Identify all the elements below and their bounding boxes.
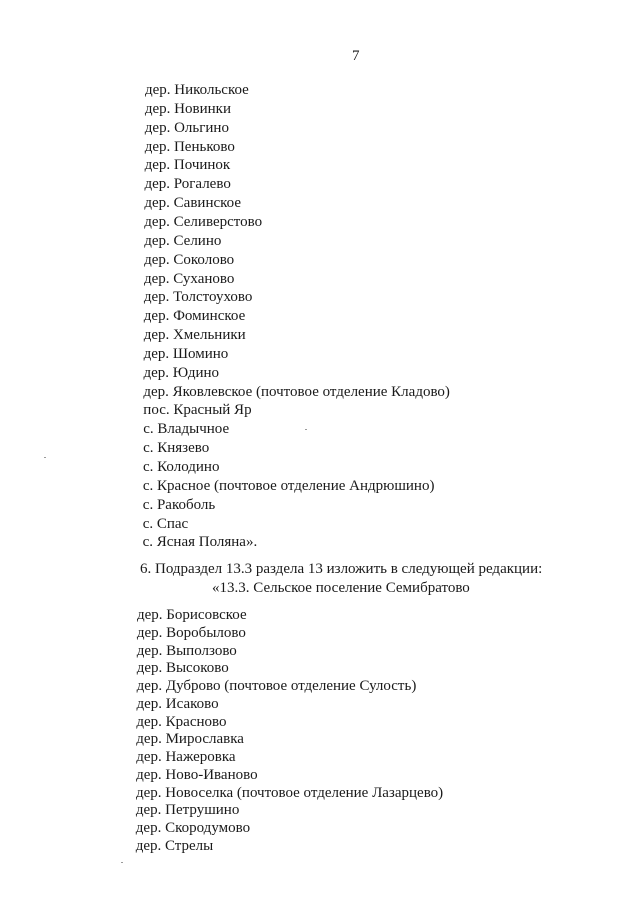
list-item: с. Колодино	[143, 459, 220, 475]
list-item: дер. Новинки	[144, 100, 231, 117]
amendment-item-6: 6. Подраздел 13.3 раздела 13 изложить в следующей редакции:	[140, 561, 543, 577]
list-item: дер. Шомино	[143, 345, 229, 362]
list-item: дер. Суханово	[144, 270, 235, 287]
list-item: дер. Петрушино	[135, 802, 240, 819]
list-item: дер. Новоселка (почтовое отделение Лазарцево)	[136, 784, 444, 801]
list-item: с. Красное (почтовое отделение Андрюшино)	[142, 477, 435, 494]
list-item: с. Владычное	[143, 421, 230, 438]
list-item: дер. Красново	[136, 713, 227, 730]
list-item: дер. Юдино	[143, 364, 220, 381]
page-number: 7	[352, 48, 360, 64]
list-item: с. Спас	[142, 515, 189, 532]
list-item: дер. Ново-Иваново	[136, 766, 258, 783]
list-item: дер. Савинское	[144, 195, 242, 212]
list-item: дер. Починок	[144, 157, 231, 174]
list-item: дер. Яковлевское (почтовое отделение Кладово)	[143, 383, 450, 400]
list-item: дер. Дуброво (почтовое отделение Сулость)	[136, 678, 417, 694]
list-item: дер. Селино	[144, 232, 222, 249]
list-item: дер. Хмельники	[143, 327, 246, 344]
list-item: дер. Высоково	[136, 660, 229, 677]
list-item: с. Ясная Поляна».	[142, 534, 258, 551]
list-item: дер. Толстоухово	[143, 289, 253, 306]
list-item: дер. Ольгино	[144, 119, 229, 136]
subsection-heading: «13.3. Сельское поселение Семибратово	[212, 580, 470, 596]
scan-speck	[44, 457, 46, 458]
list-item: дер. Селиверстово	[144, 213, 263, 230]
list-item: дер. Мирославка	[136, 731, 244, 748]
list-item: с. Князево	[143, 440, 210, 457]
list-item: дер. Нажеровка	[136, 749, 236, 765]
list-item: дер. Пеньково	[144, 138, 235, 155]
list-item: дер. Исаково	[136, 695, 219, 712]
list-item: пос. Красный Яр	[143, 402, 252, 419]
list-item: дер. Выползово	[136, 642, 237, 659]
list-item: дер. Борисовское	[137, 607, 247, 623]
list-item: дер. Никольское	[145, 82, 249, 98]
scan-speck	[305, 429, 307, 430]
list-item: дер. Стрелы	[135, 837, 214, 854]
list-item: дер. Рогалево	[144, 176, 231, 193]
list-item: с. Ракоболь	[142, 496, 216, 513]
list-item: дер. Фоминское	[143, 308, 246, 325]
list-item: дер. Соколово	[144, 251, 235, 268]
list-item: дер. Воробылово	[136, 624, 246, 641]
list-item: дер. Скородумово	[135, 820, 251, 836]
scan-speck	[121, 862, 123, 863]
